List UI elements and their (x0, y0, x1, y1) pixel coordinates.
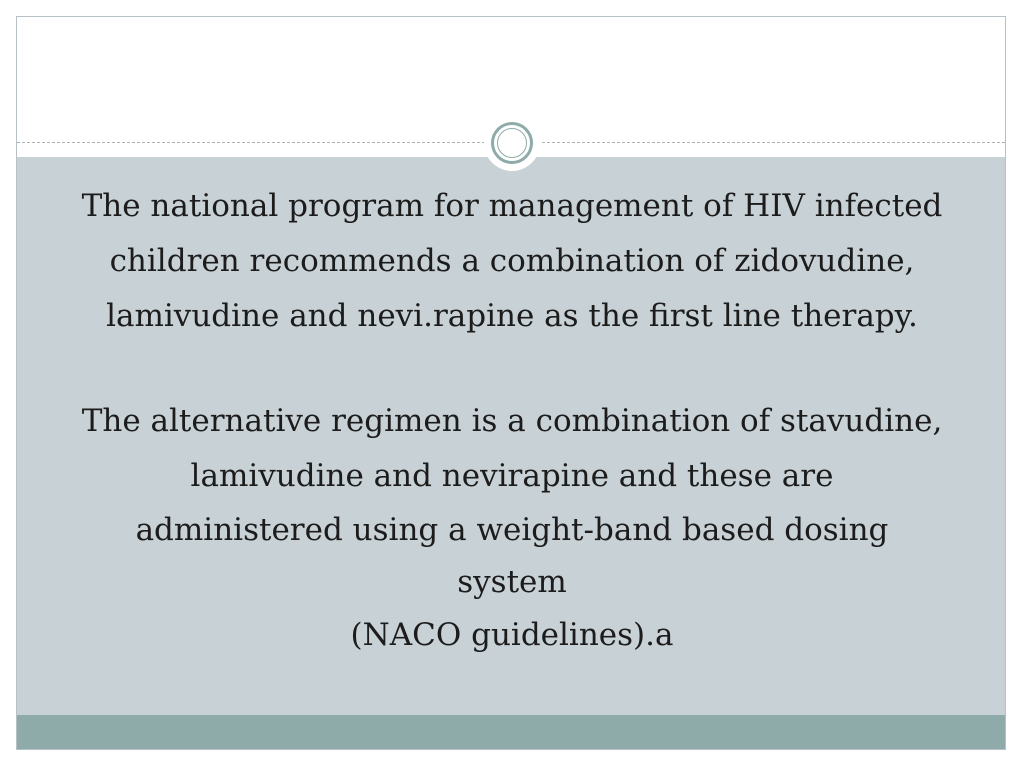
paragraph-alternative-regimen (37, 394, 987, 663)
text-line: (NACO guidelines).a (350, 617, 674, 653)
text-line: children recommends a combination of zidovudine, (109, 243, 915, 279)
circle-ornament-icon (484, 115, 540, 171)
text-line: administered using a weight-band based dosing (135, 512, 889, 548)
text-line: The national program for management of HIV infected (81, 188, 943, 224)
paragraph-first-line-therapy (37, 179, 987, 344)
text-line: lamivudine and nevirapine and these are (190, 458, 834, 494)
ornament-ring (491, 122, 533, 164)
text-line: system (457, 564, 567, 600)
slide-body (37, 179, 987, 663)
text-line: The alternative regimen is a combination of stavudine, (81, 403, 943, 439)
slide (16, 16, 1006, 750)
text-line: lamivudine and nevi.rapine as the first line therapy. (106, 298, 918, 334)
ornament-ring-inner (497, 128, 527, 158)
footer-band (17, 715, 1005, 749)
